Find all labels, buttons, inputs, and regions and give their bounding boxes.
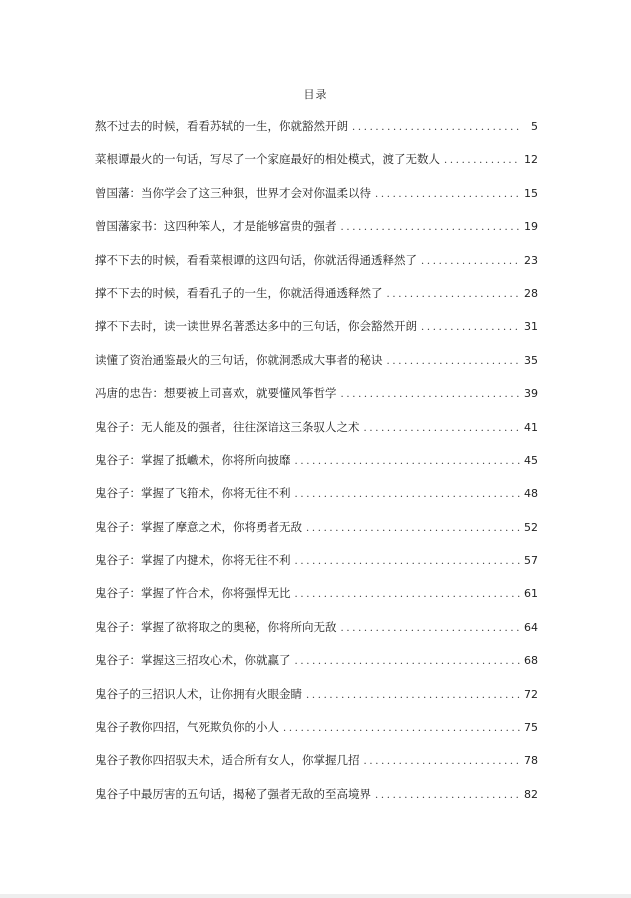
toc-dot-leader — [352, 122, 520, 133]
toc-entry[interactable] — [95, 619, 538, 652]
toc-page-number: 23 — [524, 253, 538, 267]
toc-dot-leader — [444, 155, 520, 166]
toc-dot-leader — [364, 756, 521, 767]
toc-entry[interactable] — [95, 318, 538, 351]
toc-entry-title: 鬼谷子教你四招，气死欺负你的小人 — [95, 720, 279, 735]
toc-page-number: 45 — [524, 453, 538, 467]
table-of-contents — [95, 118, 538, 819]
toc-dot-leader — [421, 256, 520, 267]
toc-entry-title: 鬼谷子中最厉害的五句话，揭秘了强者无敌的至高境界 — [95, 786, 371, 801]
toc-dot-leader — [295, 589, 521, 600]
toc-entry[interactable] — [95, 686, 538, 719]
toc-dot-leader — [341, 623, 521, 634]
toc-entry[interactable] — [95, 719, 538, 752]
toc-entry[interactable] — [95, 585, 538, 618]
toc-entry-title: 菜根谭最火的一句话，写尽了一个家庭最好的相处模式，渡了无数人 — [95, 152, 440, 167]
toc-page-number: 61 — [524, 587, 538, 601]
toc-entry-title: 曾国藩家书：这四种笨人，才是能够富贵的强者 — [95, 219, 337, 234]
toc-entry-title: 熬不过去的时候，看看苏轼的一生，你就豁然开朗 — [95, 119, 348, 133]
toc-page-number: 78 — [524, 754, 538, 768]
toc-dot-leader — [387, 289, 521, 300]
toc-dot-leader — [295, 489, 521, 500]
toc-page-number: 64 — [524, 620, 538, 634]
toc-page-number: 31 — [524, 320, 538, 334]
toc-entry[interactable] — [95, 218, 538, 251]
toc-dot-leader — [283, 723, 520, 734]
toc-page-number: 15 — [524, 186, 538, 200]
toc-dot-leader — [306, 523, 520, 534]
toc-entry[interactable] — [95, 652, 538, 685]
toc-entry-title: 鬼谷子教你四招驭夫术，适合所有女人，你掌握几招 — [95, 753, 360, 768]
toc-entry-title: 撑不下去的时候，看看孔子的一生，你就活得通透释然了 — [95, 285, 383, 300]
toc-page-number: 39 — [524, 387, 538, 401]
toc-entry-title: 曾国藩：当你学会了这三种狠，世界才会对你温柔以待 — [95, 185, 371, 200]
toc-entry-title: 鬼谷子的三招识人术，让你拥有火眼金睛 — [95, 686, 302, 701]
toc-entry[interactable] — [95, 419, 538, 452]
toc-dot-leader — [341, 222, 521, 233]
toc-page-number: 72 — [524, 687, 538, 701]
toc-entry-title: 鬼谷子：掌握了飞箝术，你将无往不利 — [95, 486, 291, 501]
toc-dot-leader — [421, 322, 520, 333]
toc-entry[interactable] — [95, 519, 538, 552]
toc-page-number: 19 — [524, 220, 538, 234]
toc-page-number: 12 — [524, 153, 538, 167]
toc-entry-title: 鬼谷子：掌握了内揵术，你将无往不利 — [95, 553, 291, 568]
toc-page-number: 68 — [524, 654, 538, 668]
toc-page-number: 28 — [524, 286, 538, 300]
toc-entry[interactable] — [95, 752, 538, 785]
toc-entry-title: 鬼谷子：掌握这三招攻心术，你就赢了 — [95, 653, 291, 668]
toc-entry-title: 鬼谷子：掌握了忤合术，你将强悍无比 — [95, 586, 291, 601]
toc-page-number: 48 — [524, 487, 538, 501]
toc-dot-leader — [364, 423, 521, 434]
toc-entry-title: 撑不下去时，读一读世界名著悉达多中的三句话，你会豁然开朗 — [95, 319, 417, 334]
toc-entry[interactable] — [95, 252, 538, 285]
toc-dot-leader — [306, 690, 520, 701]
toc-dot-leader — [295, 456, 521, 467]
toc-entry[interactable] — [95, 786, 538, 819]
toc-entry-title: 撑不下去的时候，看看菜根谭的这四句话，你就活得通透释然了 — [95, 252, 417, 267]
toc-dot-leader — [341, 389, 521, 400]
toc-entry[interactable] — [95, 352, 538, 385]
toc-page-number: 52 — [524, 520, 538, 534]
toc-page-number: 82 — [524, 787, 538, 801]
toc-title: 目录 — [303, 88, 328, 101]
toc-page-number: 57 — [524, 554, 538, 568]
toc-dot-leader — [295, 656, 521, 667]
toc-dot-leader — [387, 356, 521, 367]
toc-dot-leader — [375, 189, 520, 200]
page-bottom-edge — [0, 894, 631, 898]
toc-entry[interactable] — [95, 118, 538, 151]
toc-dot-leader — [375, 790, 520, 801]
toc-dot-leader — [295, 556, 521, 567]
toc-entry-title: 鬼谷子：掌握了抵巇术，你将所向披靡 — [95, 452, 291, 467]
toc-page-number: 35 — [524, 353, 538, 367]
toc-entry[interactable] — [95, 385, 538, 418]
toc-entry[interactable] — [95, 185, 538, 218]
toc-entry[interactable] — [95, 285, 538, 318]
toc-entry-title: 鬼谷子：掌握了摩意之术，你将勇者无敌 — [95, 519, 302, 534]
toc-entry[interactable] — [95, 485, 538, 518]
toc-entry[interactable] — [95, 151, 538, 184]
toc-page-number: 5 — [531, 120, 538, 133]
toc-entry-title: 鬼谷子：掌握了欲将取之的奥秘，你将所向无敌 — [95, 619, 337, 634]
toc-entry-title: 鬼谷子：无人能及的强者，往往深谙这三条驭人之术 — [95, 419, 360, 434]
toc-page-number: 75 — [524, 721, 538, 735]
toc-entry-title: 冯唐的忠告：想要被上司喜欢，就要懂风筝哲学 — [95, 386, 337, 401]
toc-entry[interactable] — [95, 452, 538, 485]
toc-entry[interactable] — [95, 552, 538, 585]
toc-entry-title: 读懂了资治通鉴最火的三句话，你就洞悉成大事者的秘诀 — [95, 352, 383, 367]
toc-page-number: 41 — [524, 420, 538, 434]
